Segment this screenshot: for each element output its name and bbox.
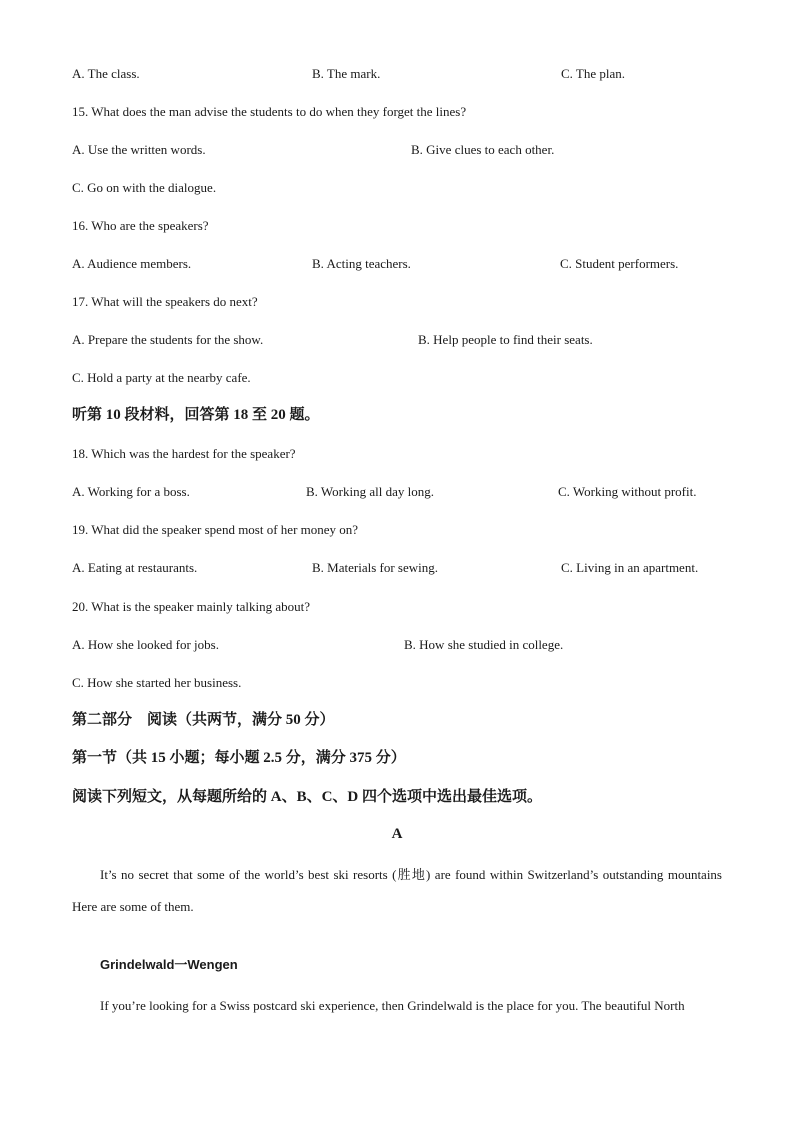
q15-stem: 15. What does the man advise the students to do when they forget the lines? xyxy=(72,104,467,119)
section-1-heading: 第一节（共 15 小题；每小题 2.5 分，满分 375 分） xyxy=(72,750,406,766)
part-2-heading: 第二部分 阅读（共两节，满分 50 分） xyxy=(72,712,335,728)
q19-option-c: C. Living in an apartment. xyxy=(561,560,699,575)
passage-title: A xyxy=(391,826,403,842)
q18-option-a: A. Working for a boss. xyxy=(72,484,190,499)
q15-option-a: A. Use the written words. xyxy=(72,142,206,157)
q14-option-a: A. The class. xyxy=(72,66,140,81)
q17-option-a: A. Prepare the students for the show. xyxy=(72,332,264,347)
q17-option-c: C. Hold a party at the nearby cafe. xyxy=(72,370,251,385)
q18-option-c: C. Working without profit. xyxy=(558,484,697,499)
q16-option-c: C. Student performers. xyxy=(560,256,679,271)
q20-option-b: B. How she studied in college. xyxy=(404,637,564,652)
resort-1-text: If you’re looking for a Swiss postcard ski experience, then Grindelwald is the place for you. The beautiful North xyxy=(100,998,685,1013)
q19-option-a: A. Eating at restaurants. xyxy=(72,560,198,575)
q17-stem: 17. What will the speakers do next? xyxy=(72,294,258,309)
q17-option-b: B. Help people to find their seats. xyxy=(418,332,593,347)
q20-option-c: C. How she started her business. xyxy=(72,675,242,690)
q14-option-b: B. The mark. xyxy=(312,66,381,81)
q14-option-c: C. The plan. xyxy=(561,66,626,81)
q18-stem: 18. Which was the hardest for the speaker? xyxy=(72,446,296,461)
q20-option-a: A. How she looked for jobs. xyxy=(72,637,219,652)
q15-option-c: C. Go on with the dialogue. xyxy=(72,180,217,195)
q16-option-b: B. Acting teachers. xyxy=(312,256,411,271)
q16-stem: 16. Who are the speakers? xyxy=(72,218,209,233)
q19-option-b: B. Materials for sewing. xyxy=(312,560,439,575)
q20-stem: 20. What is the speaker mainly talking about? xyxy=(72,599,311,614)
q15-option-b: B. Give clues to each other. xyxy=(411,142,555,157)
reading-instruction: 阅读下列短文，从每题所给的 A、B、C、D 四个选项中选出最佳选项。 xyxy=(72,789,543,805)
q16-option-a: A. Audience members. xyxy=(72,256,192,271)
section-10-heading: 听第 10 段材料，回答第 18 至 20 题。 xyxy=(72,407,320,423)
passage-intro: It’s no secret that some of the world’s best ski resorts (胜地) are found within Switzerland’s outstanding mountains Here are some of them. xyxy=(72,867,722,914)
q19-stem: 19. What did the speaker spend most of her money on? xyxy=(72,522,359,537)
q18-option-b: B. Working all day long. xyxy=(306,484,434,499)
resort-1-title: Grindelwald一Wengen xyxy=(100,957,238,972)
